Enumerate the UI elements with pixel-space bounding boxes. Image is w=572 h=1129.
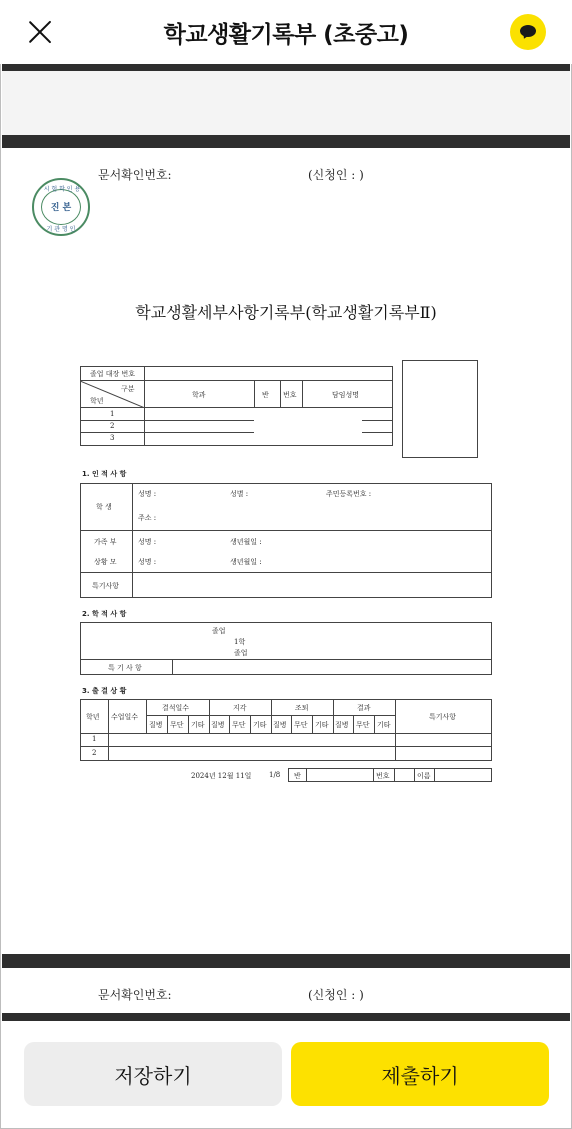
footer-name-label: 이름: [417, 772, 431, 780]
section-personal-title: 1. 인 적 사 항: [82, 470, 127, 478]
submit-button[interactable]: 제출하기: [291, 1042, 549, 1106]
category-label: 구분: [121, 385, 135, 393]
academic-line-1: 졸업: [212, 627, 226, 635]
att-row-2: 2: [92, 749, 97, 757]
att-early-label: 조퇴: [295, 704, 309, 712]
col-class: 반: [262, 391, 269, 399]
page-title: 학교생활기록부 (초중고): [163, 22, 409, 48]
applicant-label: (신청인 : ): [308, 168, 364, 182]
student-name-label: 성명 :: [138, 490, 157, 498]
sub-unexcused-4: 무단: [356, 721, 370, 729]
grad-no-label: 졸업 대장 번호: [90, 370, 136, 378]
father-name-label: 성명 :: [138, 538, 157, 546]
grade-row-1: 1: [110, 410, 115, 418]
footer-class-label: 반: [294, 772, 301, 780]
personal-notes-label: 특기사항: [92, 582, 120, 590]
section-attendance-title: 3. 출 결 상 황: [82, 687, 127, 695]
grade-label: 학년: [90, 397, 104, 405]
att-late-label: 지각: [233, 704, 247, 712]
sub-sick-3: 질병: [273, 721, 287, 729]
id-number-label: 주민등록번호 :: [326, 490, 372, 498]
academic-line-3: 졸업: [234, 649, 248, 657]
page-separator: [2, 135, 570, 148]
col-dept: 학과: [192, 391, 206, 399]
att-result-label: 결과: [357, 704, 371, 712]
page-separator-bottom: [2, 954, 570, 968]
sub-other-1: 기타: [191, 721, 205, 729]
footer-number-label: 번호: [376, 772, 390, 780]
gender-label: 성별 :: [230, 490, 249, 498]
next-applicant-label: (신청인 : ): [308, 988, 364, 1002]
att-row-1: 1: [92, 735, 97, 743]
family-mother-label: 상황 모: [94, 558, 117, 566]
sub-other-2: 기타: [253, 721, 267, 729]
photo-box: [402, 360, 478, 458]
doc-confirm-label: 문서확인번호:: [98, 168, 172, 182]
family-father-label: 가족 부: [94, 538, 117, 546]
academic-notes-label: 특 기 사 항: [108, 664, 142, 672]
mother-birth-label: 생년월일 :: [230, 558, 262, 566]
att-notes-label: 특기사항: [429, 713, 457, 721]
att-days-label: 수업일수: [111, 713, 139, 721]
official-seal: 시 험 학 인 용 진 본 기 관 명 인: [32, 178, 90, 236]
page-indicator: 1/8: [269, 771, 281, 779]
sub-unexcused-1: 무단: [170, 721, 184, 729]
grade-row-3: 3: [110, 434, 115, 442]
section-academic-title: 2. 학 적 사 항: [82, 610, 127, 618]
father-birth-label: 생년월일 :: [230, 538, 262, 546]
address-label: 주소 :: [138, 514, 157, 522]
top-app-bar: [0, 0, 572, 64]
previous-page-bottom: [2, 71, 570, 135]
next-doc-confirm-label: 문서확인번호:: [98, 988, 172, 1002]
sub-sick-4: 질병: [335, 721, 349, 729]
sub-other-4: 기타: [377, 721, 391, 729]
next-document-page: [2, 968, 570, 1013]
save-button[interactable]: 저장하기: [24, 1042, 282, 1106]
mother-name-label: 성명 :: [138, 558, 157, 566]
divider-bar: [2, 64, 570, 71]
document-title: 학교생활세부사항기록부(학교생활기록부Ⅱ): [135, 303, 437, 322]
sub-other-3: 기타: [315, 721, 329, 729]
footer-id-box: [288, 768, 492, 782]
attendance-table: [80, 699, 492, 761]
sub-sick-2: 질병: [211, 721, 225, 729]
student-label: 학 생: [96, 503, 112, 511]
att-grade-label: 학년: [86, 713, 100, 721]
col-number: 번호: [283, 391, 297, 399]
att-absence-label: 결석일수: [162, 704, 190, 712]
kakao-chat-icon[interactable]: [510, 14, 546, 50]
col-teacher: 담임성명: [332, 391, 360, 399]
divider-bar-bottom: [2, 1013, 570, 1021]
issue-date: 2024년 12월 11일: [191, 772, 252, 780]
sub-sick-1: 질병: [149, 721, 163, 729]
sub-unexcused-2: 무단: [232, 721, 246, 729]
sub-unexcused-3: 무단: [294, 721, 308, 729]
grade-row-2: 2: [110, 422, 115, 430]
academic-line-2: 1학: [234, 638, 246, 646]
